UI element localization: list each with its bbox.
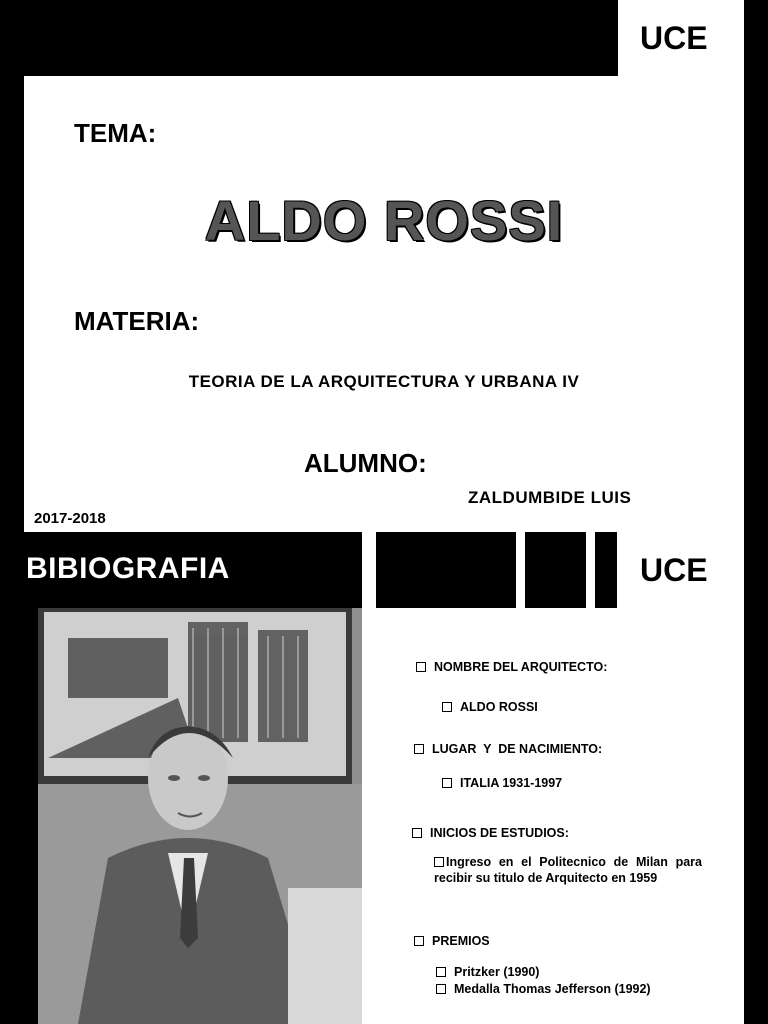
- materia-value: TEORIA DE LA ARQUITECTURA Y URBANA IV: [188, 372, 580, 391]
- decor-block: [525, 532, 586, 608]
- checkbox-icon: [436, 967, 446, 977]
- checkbox-icon: [442, 702, 452, 712]
- checkbox-icon: [434, 857, 444, 867]
- list-item-label: PREMIOS: [432, 934, 490, 948]
- checkbox-icon: [414, 936, 424, 946]
- checkbox-icon: [442, 778, 452, 788]
- list-item-nombre-value: [442, 700, 538, 714]
- list-item-lugar: [414, 742, 602, 756]
- checkbox-icon: [436, 984, 446, 994]
- list-item-premios: [414, 934, 490, 948]
- tema-label: TEMA:: [74, 118, 157, 148]
- decor-block: [595, 532, 617, 608]
- page-title: ALDO ROSSI: [204, 189, 564, 252]
- list-item-nombre: [416, 660, 607, 674]
- list-item-premio: [436, 965, 539, 979]
- checkbox-icon: [412, 828, 422, 838]
- list-item-label: NOMBRE DEL ARQUITECTO:: [434, 660, 608, 674]
- brand-logo-text: UCE: [640, 552, 708, 588]
- list-item-lugar-value: [442, 776, 562, 790]
- year-label: 2017-2018: [34, 510, 106, 527]
- checkbox-icon: [414, 744, 424, 754]
- list-item-value: Medalla Thomas Jefferson (1992): [454, 982, 651, 996]
- list-item-label: INICIOS DE ESTUDIOS:: [430, 826, 569, 840]
- list-item-premio: [436, 982, 651, 996]
- alumno-label: ALUMNO:: [304, 448, 427, 478]
- list-item-value: ALDO ROSSI: [460, 700, 538, 714]
- brand-logo-text: UCE: [640, 20, 708, 56]
- list-item-value: Ingreso en el Politecnico de Milan para recibir su titulo de Arquitecto en 1959: [434, 855, 702, 885]
- alumno-value: ZALDUMBIDE LUIS: [468, 488, 632, 507]
- section-heading: BIBIOGRAFIA: [26, 552, 230, 585]
- decor-block: [376, 532, 516, 608]
- checkbox-icon: [416, 662, 426, 672]
- list-item-estudios: [412, 826, 569, 840]
- materia-label: MATERIA:: [74, 306, 200, 336]
- list-item-estudios-value: [434, 854, 702, 886]
- list-item-value: ITALIA 1931-1997: [460, 776, 563, 790]
- list-item-label: LUGAR Y DE NACIMIENTO:: [432, 742, 603, 756]
- list-item-value: Pritzker (1990): [454, 965, 540, 979]
- architect-photo: [38, 608, 362, 1024]
